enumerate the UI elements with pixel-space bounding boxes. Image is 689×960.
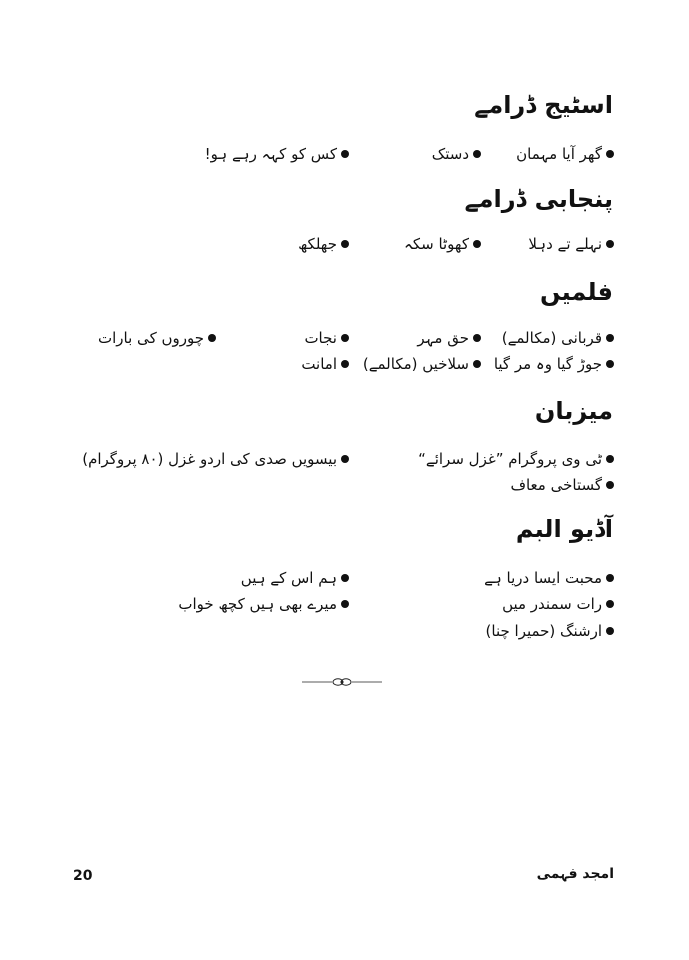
- list-item: محبت ایسا دریا ہے: [484, 565, 614, 591]
- list-item: گستاخی معاف: [510, 472, 614, 498]
- section-heading-audio-album: آڈیو البم: [515, 515, 613, 543]
- bullet-icon: [606, 240, 614, 248]
- page-number: 20: [73, 868, 93, 884]
- bullet-icon: [606, 600, 614, 608]
- bullet-icon: [606, 334, 614, 342]
- list-row: [0, 141, 689, 167]
- bullet-icon: [341, 240, 349, 248]
- bullet-icon: [606, 481, 614, 489]
- bullet-icon: [208, 334, 216, 342]
- section-heading-host: میزبان: [534, 397, 613, 425]
- ornament-divider: [300, 676, 384, 688]
- list-item: بیسویں صدی کی اردو غزل (۸۰ پروگرام): [82, 446, 349, 472]
- section-heading-punjabi-dramas: پنجابی ڈرامے: [464, 185, 613, 213]
- list-item: ارشنگ (حمیرا چنا): [486, 618, 614, 644]
- bullet-icon: [606, 627, 614, 635]
- bullet-icon: [341, 360, 349, 368]
- list-item: ہم اس کے ہیں: [241, 565, 349, 591]
- bullet-icon: [606, 360, 614, 368]
- list-row: [0, 446, 689, 472]
- list-row: [0, 351, 689, 377]
- bullet-icon: [473, 334, 481, 342]
- list-item: ٹی وی پروگرام ”غزل سرائے“: [418, 446, 614, 472]
- bullet-icon: [606, 455, 614, 463]
- bullet-icon: [606, 574, 614, 582]
- bullet-icon: [341, 334, 349, 342]
- bullet-icon: [473, 360, 481, 368]
- list-item: کھوٹا سکہ: [404, 231, 481, 257]
- list-item: سلاخیں (مکالمے): [363, 351, 481, 377]
- list-item: میرے بھی ہیں کچھ خواب: [178, 591, 349, 617]
- section-heading-films: فلمیں: [540, 278, 613, 306]
- list-item: رات سمندر میں: [502, 591, 614, 617]
- list-row: [0, 325, 689, 351]
- bullet-icon: [341, 150, 349, 158]
- list-item: جھلکھ: [298, 231, 349, 257]
- bullet-icon: [341, 455, 349, 463]
- author-name: امجد فہمی: [536, 866, 614, 882]
- list-row: [0, 618, 689, 644]
- list-row: [0, 231, 689, 257]
- list-item: نجات: [304, 325, 349, 351]
- list-item: جوڑ گیا وہ مر گیا: [494, 351, 614, 377]
- bullet-icon: [473, 240, 481, 248]
- list-row: [0, 591, 689, 617]
- list-item: قربانی (مکالمے): [502, 325, 614, 351]
- list-item: چوروں کی بارات: [98, 325, 216, 351]
- list-item: حق مہر: [417, 325, 481, 351]
- bullet-icon: [341, 574, 349, 582]
- list-item: امانت: [301, 351, 349, 377]
- list-item: دستک: [432, 141, 481, 167]
- list-row: [0, 565, 689, 591]
- bullet-icon: [606, 150, 614, 158]
- list-item: کس کو کہہ رہے ہو!: [205, 141, 349, 167]
- list-item: نہلے تے دہلا: [528, 231, 614, 257]
- list-item: گھر آیا مہمان: [516, 141, 614, 167]
- section-heading-stage-dramas: اسٹیج ڈرامے: [474, 91, 613, 119]
- bullet-icon: [473, 150, 481, 158]
- bullet-icon: [341, 600, 349, 608]
- list-row: [0, 472, 689, 498]
